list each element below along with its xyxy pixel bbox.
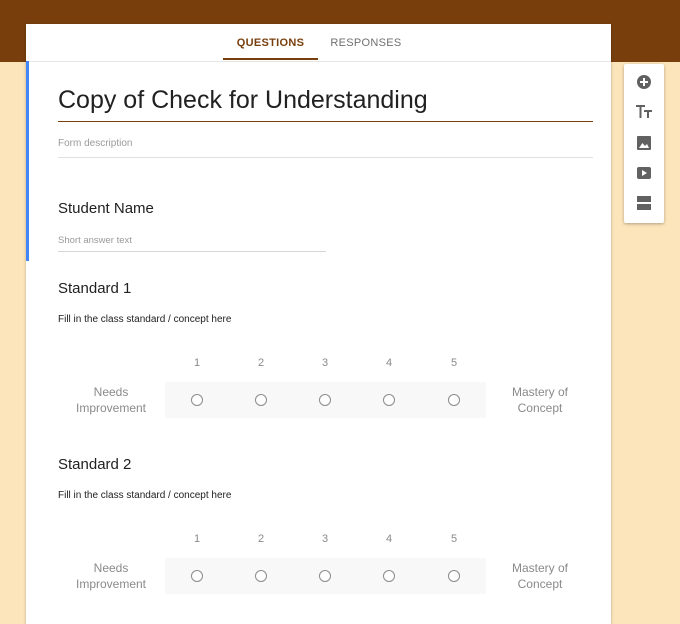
scale-radio-5[interactable]	[448, 570, 460, 582]
add-title-icon[interactable]	[632, 100, 656, 124]
scale-low-label: Needs Improvement	[75, 561, 147, 591]
scale-radio-2[interactable]	[255, 394, 267, 406]
scale-number: 3	[321, 357, 329, 369]
scale-radio-4[interactable]	[383, 394, 395, 406]
form-card	[26, 24, 611, 624]
add-section-icon[interactable]	[632, 191, 656, 215]
scale-number: 2	[257, 533, 265, 545]
active-section-indicator	[26, 61, 29, 261]
scale-high-label: Mastery of Concept	[511, 561, 568, 591]
scale-number: 5	[450, 357, 458, 369]
tab-responses[interactable]: RESPONSES	[330, 37, 402, 49]
scale-number: 4	[385, 357, 393, 369]
question-title-standard-1: Standard 1	[58, 280, 132, 297]
scale-number: 1	[193, 357, 201, 369]
scale-radio-1[interactable]	[191, 394, 203, 406]
form-description-input[interactable]: Form description	[58, 138, 593, 158]
scale-radio-5[interactable]	[448, 394, 460, 406]
scale-row	[165, 558, 486, 594]
add-image-icon[interactable]	[632, 131, 656, 155]
scale-radio-4[interactable]	[383, 570, 395, 582]
add-video-icon[interactable]	[632, 161, 656, 185]
scale-number: 5	[450, 533, 458, 545]
add-question-icon[interactable]	[632, 70, 656, 94]
question-description-standard-1: Fill in the class standard / concept here	[58, 314, 232, 325]
scale-row	[165, 382, 486, 418]
question-title-student-name: Student Name	[58, 200, 154, 217]
question-title-standard-2: Standard 2	[58, 456, 132, 473]
tab-questions[interactable]: QUESTIONS	[223, 24, 318, 60]
scale-radio-1[interactable]	[191, 570, 203, 582]
form-title-input[interactable]: Copy of Check for Understanding	[58, 86, 593, 122]
question-description-standard-2: Fill in the class standard / concept here	[58, 490, 232, 501]
scale-number: 4	[385, 533, 393, 545]
tab-bar	[26, 24, 611, 62]
side-toolbar	[624, 64, 664, 223]
scale-high-label: Mastery of Concept	[511, 385, 568, 415]
scale-low-label: Needs Improvement	[75, 385, 147, 415]
scale-radio-3[interactable]	[319, 570, 331, 582]
scale-radio-3[interactable]	[319, 394, 331, 406]
scale-number: 3	[321, 533, 329, 545]
scale-number: 2	[257, 357, 265, 369]
short-answer-field: Short answer text	[58, 235, 326, 252]
scale-number: 1	[193, 533, 201, 545]
scale-radio-2[interactable]	[255, 570, 267, 582]
